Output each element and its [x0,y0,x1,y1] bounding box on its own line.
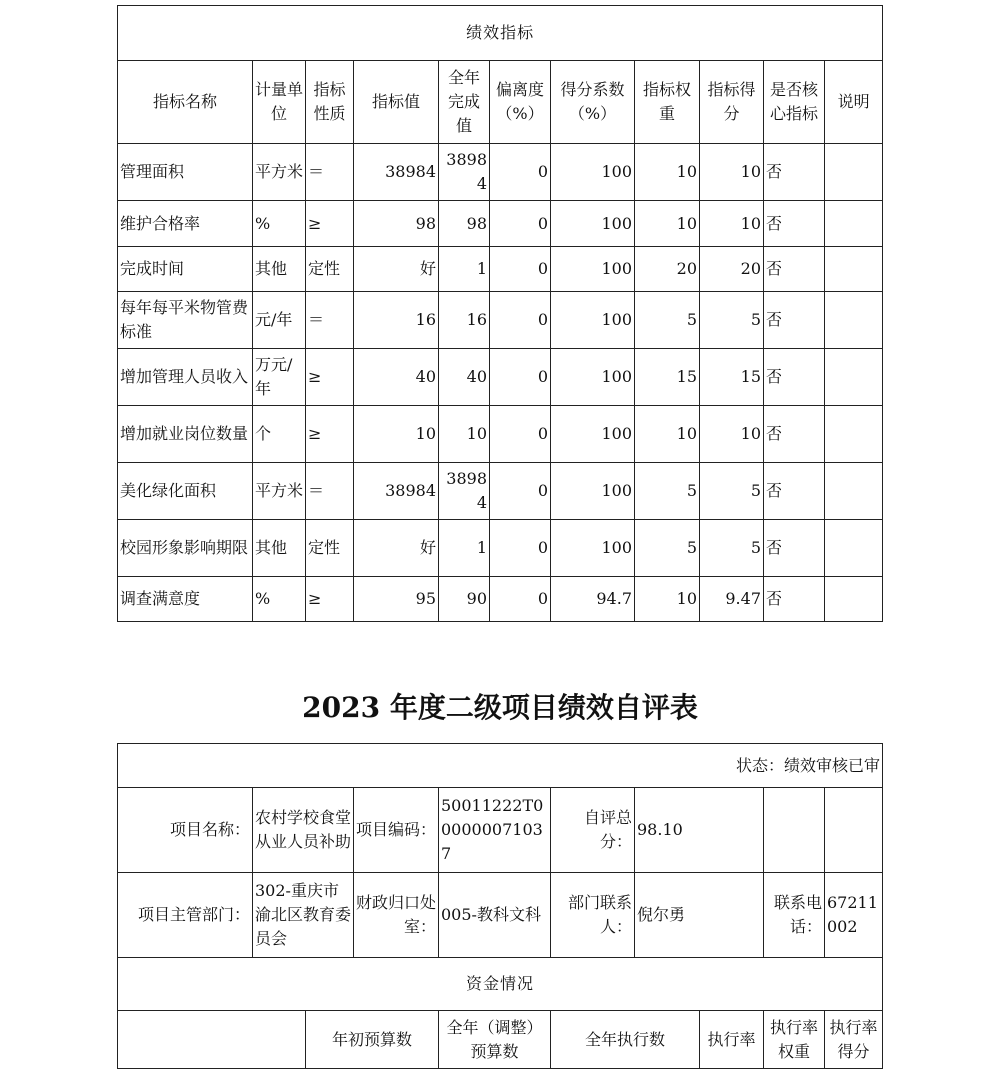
cell-note [825,144,883,201]
cell-is-core: 否 [764,577,825,622]
table-row [118,406,883,463]
col-header-weight: 指标权重 [635,61,700,144]
cell-indicator-name: 维护合格率 [118,201,253,247]
cell-actual-value: 98 [439,201,490,247]
cell-note [825,520,883,577]
funds-section-title: 资金情况 [118,958,883,1011]
cell-nature: ＝ [306,292,354,349]
contact-value: 倪尔勇 [635,873,764,958]
cell-actual-value: 1 [439,247,490,292]
phone-value: 67211002 [825,873,883,958]
cell-is-core: 否 [764,201,825,247]
cell-weight: 5 [635,292,700,349]
cell-coefficient: 100 [551,520,635,577]
cell-deviation: 0 [490,292,551,349]
empty-cell [825,788,883,873]
cell-score: 5 [700,463,764,520]
cell-coefficient: 100 [551,292,635,349]
cell-weight: 20 [635,247,700,292]
cell-actual-value: 38984 [439,463,490,520]
cell-deviation: 0 [490,247,551,292]
funds-header-rate-score: 执行率得分 [825,1011,883,1069]
section-title: 绩效指标 [118,6,883,61]
cell-is-core: 否 [764,463,825,520]
cell-coefficient: 100 [551,406,635,463]
table-row [118,247,883,292]
cell-score: 10 [700,201,764,247]
cell-coefficient: 94.7 [551,577,635,622]
cell-target-value: 好 [354,520,439,577]
cell-is-core: 否 [764,247,825,292]
cell-nature: ≥ [306,201,354,247]
status-text: 状态：绩效审核已审 [118,744,883,788]
cell-nature: ≥ [306,349,354,406]
cell-score: 15 [700,349,764,406]
table-row [118,577,883,622]
cell-deviation: 0 [490,144,551,201]
table-row [118,201,883,247]
cell-coefficient: 100 [551,349,635,406]
cell-unit: 个 [253,406,306,463]
cell-nature: ≥ [306,577,354,622]
cell-actual-value: 10 [439,406,490,463]
col-header-core: 是否核心指标 [764,61,825,144]
cell-note [825,463,883,520]
cell-deviation: 0 [490,406,551,463]
phone-label: 联系电话： [764,873,825,958]
cell-target-value: 98 [354,201,439,247]
col-header-deviation: 偏离度（%） [490,61,551,144]
col-header-score: 指标得分 [700,61,764,144]
cell-target-value: 38984 [354,463,439,520]
cell-indicator-name: 调查满意度 [118,577,253,622]
cell-deviation: 0 [490,463,551,520]
cell-coefficient: 100 [551,144,635,201]
cell-coefficient: 100 [551,247,635,292]
funds-header-rate-weight: 执行率权重 [764,1011,825,1069]
cell-unit: 平方米 [253,463,306,520]
cell-actual-value: 90 [439,577,490,622]
cell-nature: 定性 [306,247,354,292]
dept-value: 302-重庆市渝北区教育委员会 [253,873,354,958]
cell-actual-value: 1 [439,520,490,577]
cell-actual-value: 40 [439,349,490,406]
col-header-note: 说明 [825,61,883,144]
cell-is-core: 否 [764,520,825,577]
cell-is-core: 否 [764,144,825,201]
table-row [118,144,883,201]
col-header-nature: 指标性质 [306,61,354,144]
cell-target-value: 10 [354,406,439,463]
table-row [118,349,883,406]
cell-unit: % [253,577,306,622]
funds-header-execution-rate: 执行率 [700,1011,764,1069]
cell-target-value: 38984 [354,144,439,201]
cell-score: 20 [700,247,764,292]
col-header-target: 指标值 [354,61,439,144]
contact-label: 部门联系人： [551,873,635,958]
table-row [118,520,883,577]
cell-indicator-name: 增加就业岗位数量 [118,406,253,463]
dept-label: 项目主管部门： [118,873,253,958]
cell-note [825,577,883,622]
cell-indicator-name: 管理面积 [118,144,253,201]
header-row [118,61,883,144]
cell-note [825,247,883,292]
col-header-unit: 计量单位 [253,61,306,144]
cell-note [825,406,883,463]
empty-cell [764,788,825,873]
cell-deviation: 0 [490,349,551,406]
cell-actual-value: 16 [439,292,490,349]
cell-actual-value: 38984 [439,144,490,201]
cell-score: 9.47 [700,577,764,622]
cell-nature: 定性 [306,520,354,577]
cell-indicator-name: 美化绿化面积 [118,463,253,520]
cell-target-value: 95 [354,577,439,622]
cell-unit: 万元/年 [253,349,306,406]
cell-indicator-name: 增加管理人员收入 [118,349,253,406]
funds-header-initial-budget: 年初预算数 [306,1011,439,1069]
funds-header-executed: 全年执行数 [551,1011,700,1069]
cell-coefficient: 100 [551,463,635,520]
project-code-value: 50011222T000000071037 [439,788,551,873]
cell-weight: 10 [635,144,700,201]
cell-deviation: 0 [490,577,551,622]
cell-indicator-name: 完成时间 [118,247,253,292]
cell-weight: 10 [635,577,700,622]
cell-unit: 其他 [253,520,306,577]
cell-note [825,349,883,406]
cell-unit: 元/年 [253,292,306,349]
cell-score: 5 [700,292,764,349]
cell-is-core: 否 [764,406,825,463]
cell-unit: % [253,201,306,247]
cell-weight: 10 [635,406,700,463]
cell-nature: ≥ [306,406,354,463]
col-header-actual: 全年完成值 [439,61,490,144]
cell-weight: 5 [635,520,700,577]
cell-deviation: 0 [490,201,551,247]
cell-deviation: 0 [490,520,551,577]
cell-nature: ＝ [306,144,354,201]
project-info-table [117,743,883,1069]
project-name-label: 项目名称： [118,788,253,873]
col-header-coefficient: 得分系数（%） [551,61,635,144]
cell-note [825,292,883,349]
funds-header-row [118,1011,883,1069]
table-row [118,463,883,520]
cell-target-value: 16 [354,292,439,349]
cell-score: 10 [700,144,764,201]
cell-unit: 平方米 [253,144,306,201]
cell-unit: 其他 [253,247,306,292]
cell-nature: ＝ [306,463,354,520]
cell-indicator-name: 每年每平米物管费标准 [118,292,253,349]
document-title: 2023 年度二级项目绩效自评表 [302,691,698,724]
self-score-label: 自评总分： [551,788,635,873]
cell-is-core: 否 [764,349,825,406]
performance-indicator-table [117,5,883,622]
finance-label: 财政归口处室： [354,873,439,958]
cell-weight: 5 [635,463,700,520]
cell-target-value: 好 [354,247,439,292]
cell-coefficient: 100 [551,201,635,247]
cell-indicator-name: 校园形象影响期限 [118,520,253,577]
cell-weight: 15 [635,349,700,406]
project-code-label: 项目编码： [354,788,439,873]
empty-cell [118,1011,306,1069]
self-score-value: 98.10 [635,788,764,873]
col-header-indicator-name: 指标名称 [118,61,253,144]
table-row [118,292,883,349]
funds-header-adjusted-budget: 全年（调整）预算数 [439,1011,551,1069]
cell-weight: 10 [635,201,700,247]
project-name-value: 农村学校食堂从业人员补助 [253,788,354,873]
cell-score: 5 [700,520,764,577]
cell-score: 10 [700,406,764,463]
cell-target-value: 40 [354,349,439,406]
finance-value: 005-教科文科 [439,873,551,958]
cell-note [825,201,883,247]
cell-is-core: 否 [764,292,825,349]
